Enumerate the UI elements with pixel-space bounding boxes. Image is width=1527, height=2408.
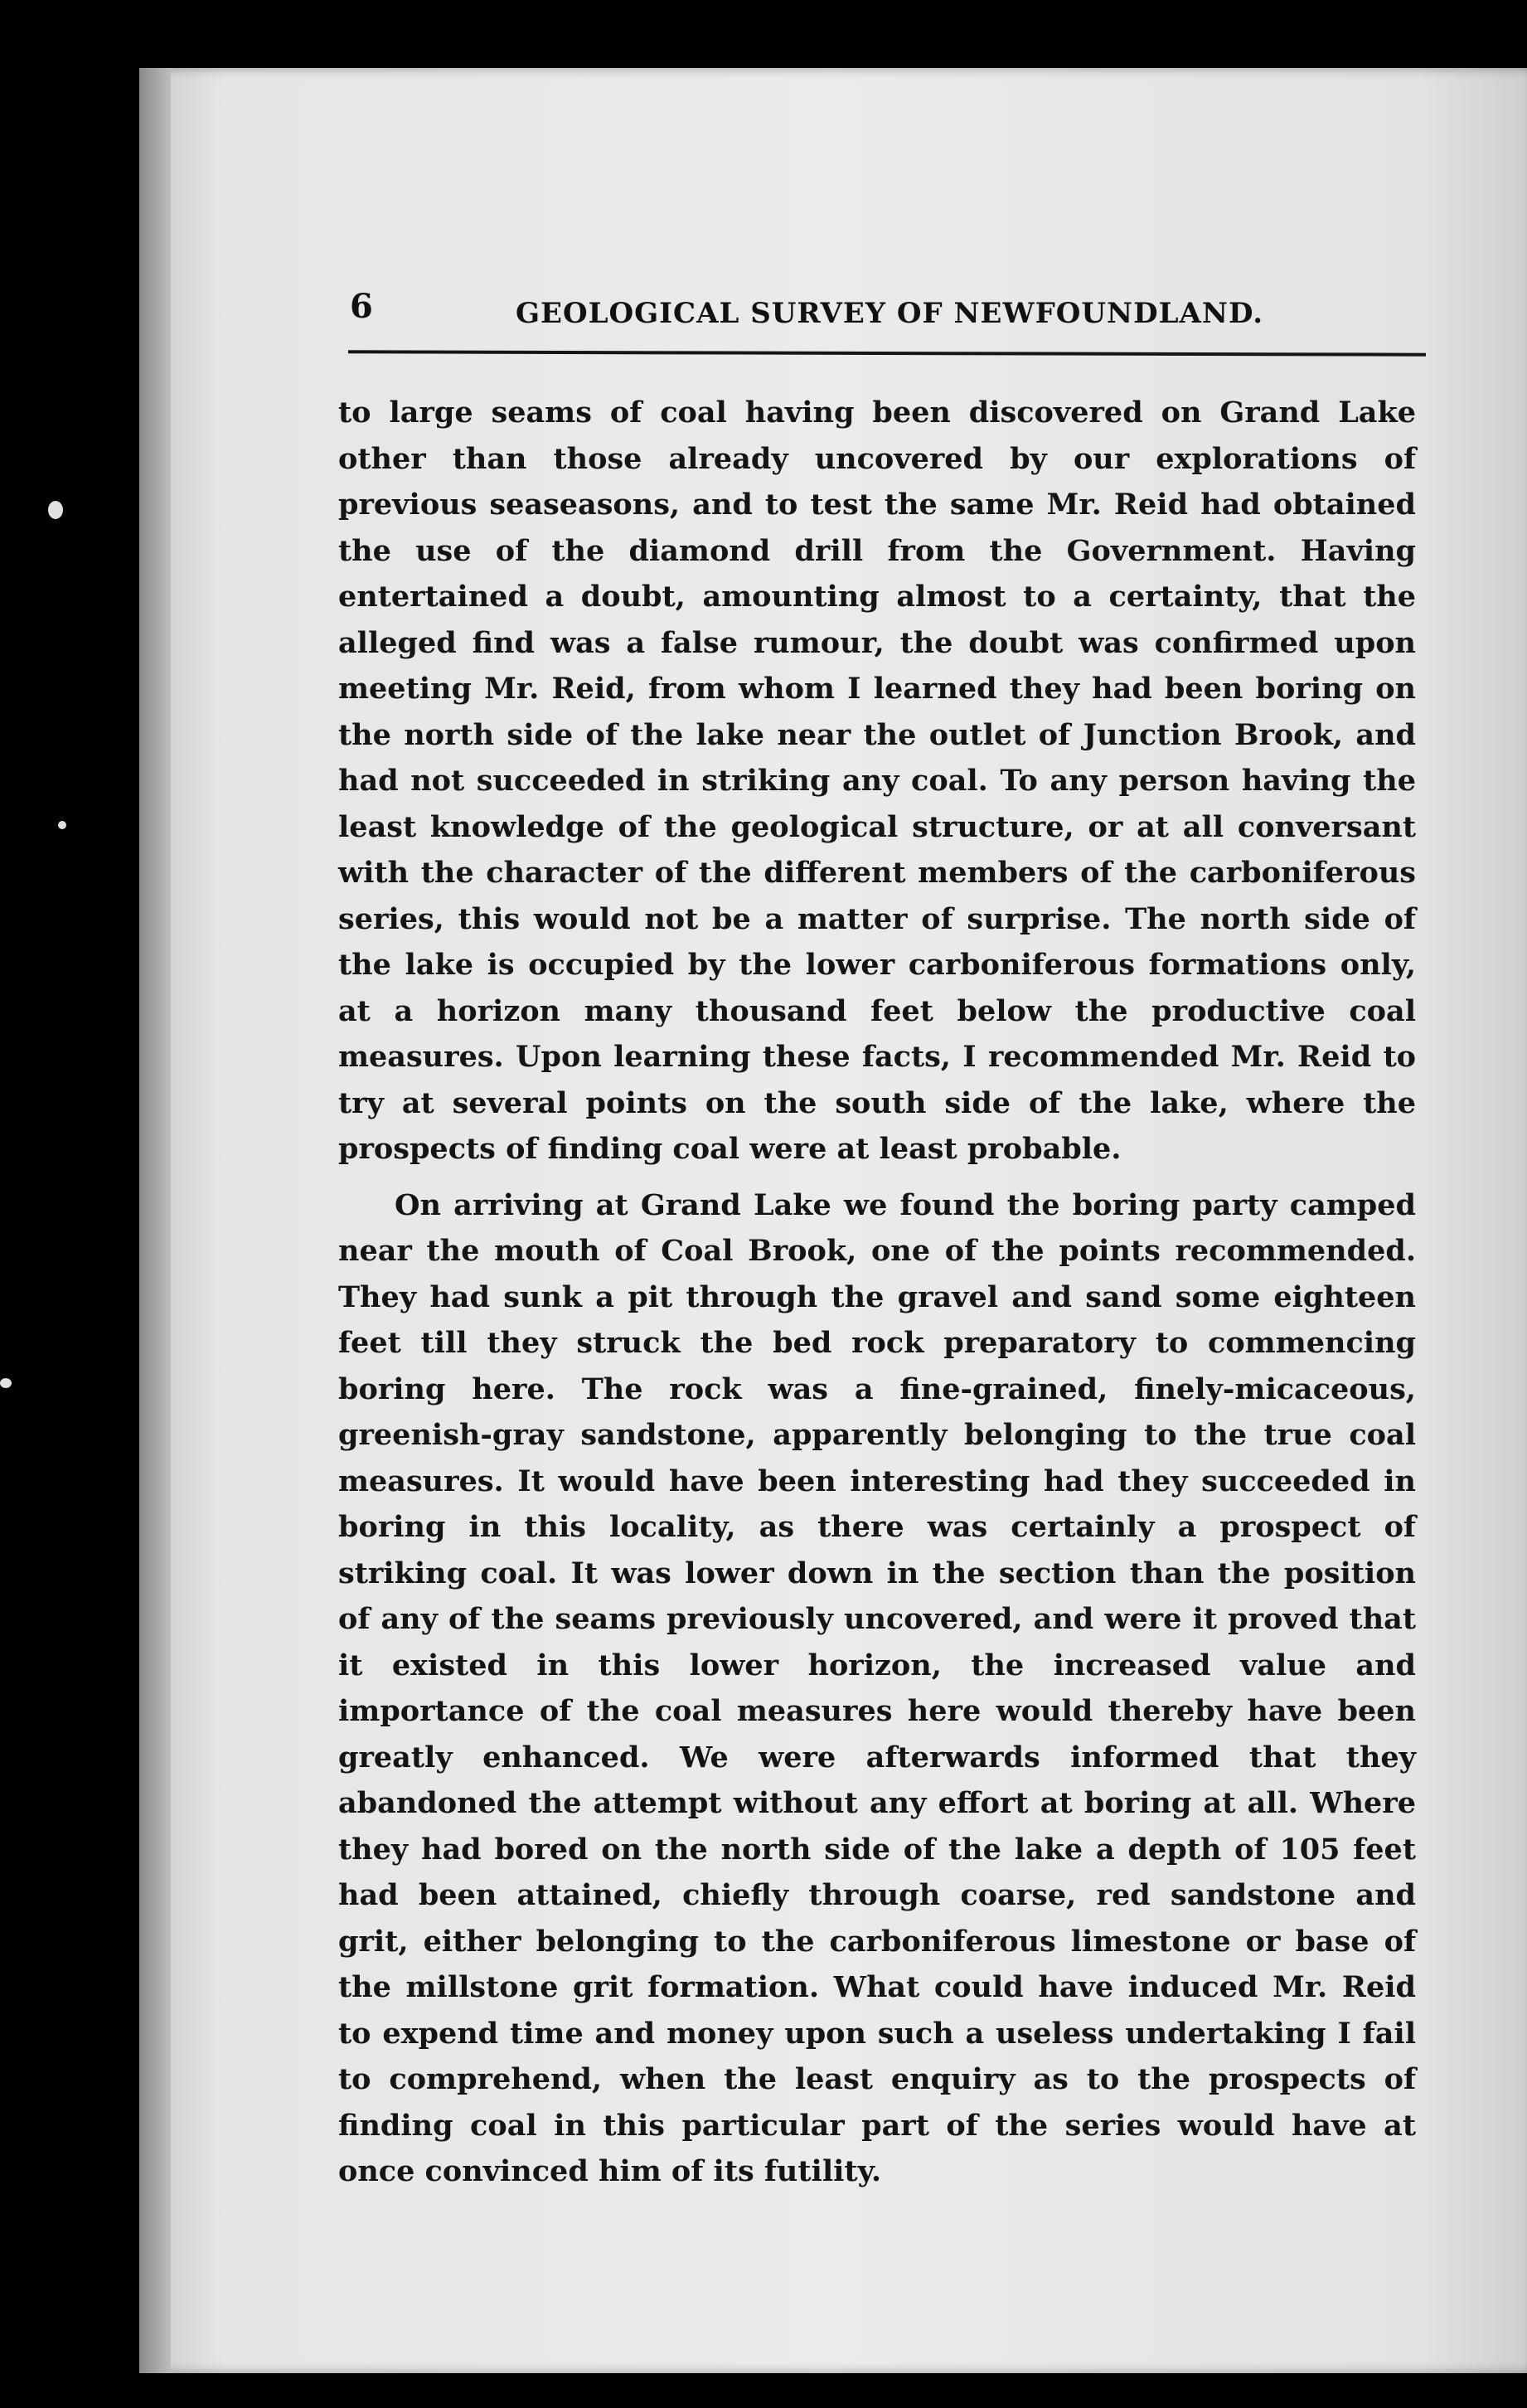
running-title: GEOLOGICAL SURVEY OF NEWFOUNDLAND.: [516, 297, 1264, 330]
page-number: 6: [350, 287, 373, 326]
scan-speck: [0, 1378, 12, 1388]
paragraph: On arriving at Grand Lake we found the boring party camped near the mouth of Coal Brook, one of the points recommended. They had sunk a pit through the gravel and sand some eighteen feet till they struck the bed rock preparatory to commencing boring here. The rock was a fine-grained, finely-micaceous, greenish-gray sandstone, apparently belonging to the true coal measures. It would have been interesting had they succeeded in boring in this locality, as there was certainly a prospect of striking coal. It was lower down in the section than the position of any of the seams previously uncovered, and were it proved that it existed in this lower horizon, the increased value and importance of the coal measures here would thereby have been greatly enhanced. We were afterwards informed that they abandoned the attempt without any effort at boring at all. Where they had bored on the north side of the lake a depth of 105 feet had been attained, chiefly through coarse, red sandstone and grit, either belonging to the carboniferous limestone or base of the millstone grit formation. What could have induced Mr. Reid to expend time and money upon such a useless undertaking I fail to comprehend, when the least enquiry as to the prospects of finding coal in this particular part of the series would have at once convinced him of its futility.: [338, 1187, 1416, 2188]
paragraph: to large seams of coal having been discovered on Grand Lake other than those already uncovered by our explorations of previous seaseasons, and to test the same Mr. Reid had obtained the use of the diamond drill from the Government. Having entertained a doubt, amounting almost to a certainty, that the alleged find was a false rumour, the doubt was confirmed upon meeting Mr. Reid, from whom I learned they had been boring on the north side of the lake near the outlet of Junction Brook, and had not succeeded in striking any coal. To any person having the least knowledge of the geological structure, or at all conversant with the character of the different members of the carboniferous series, this would not be a matter of surprise. The north side of the lake is occupied by the lower carboniferous formations only, at a horizon many thousand feet below the productive coal measures. Upon learning these facts, I recommended Mr. Reid to try at several points on the south side of the lake, where the prospects of finding coal were at least probable.: [338, 396, 1416, 1166]
body-text: [338, 390, 1416, 2195]
page-binding-edge: [139, 68, 171, 2373]
scan-speck: [58, 821, 66, 829]
scan-speck: [48, 501, 63, 519]
